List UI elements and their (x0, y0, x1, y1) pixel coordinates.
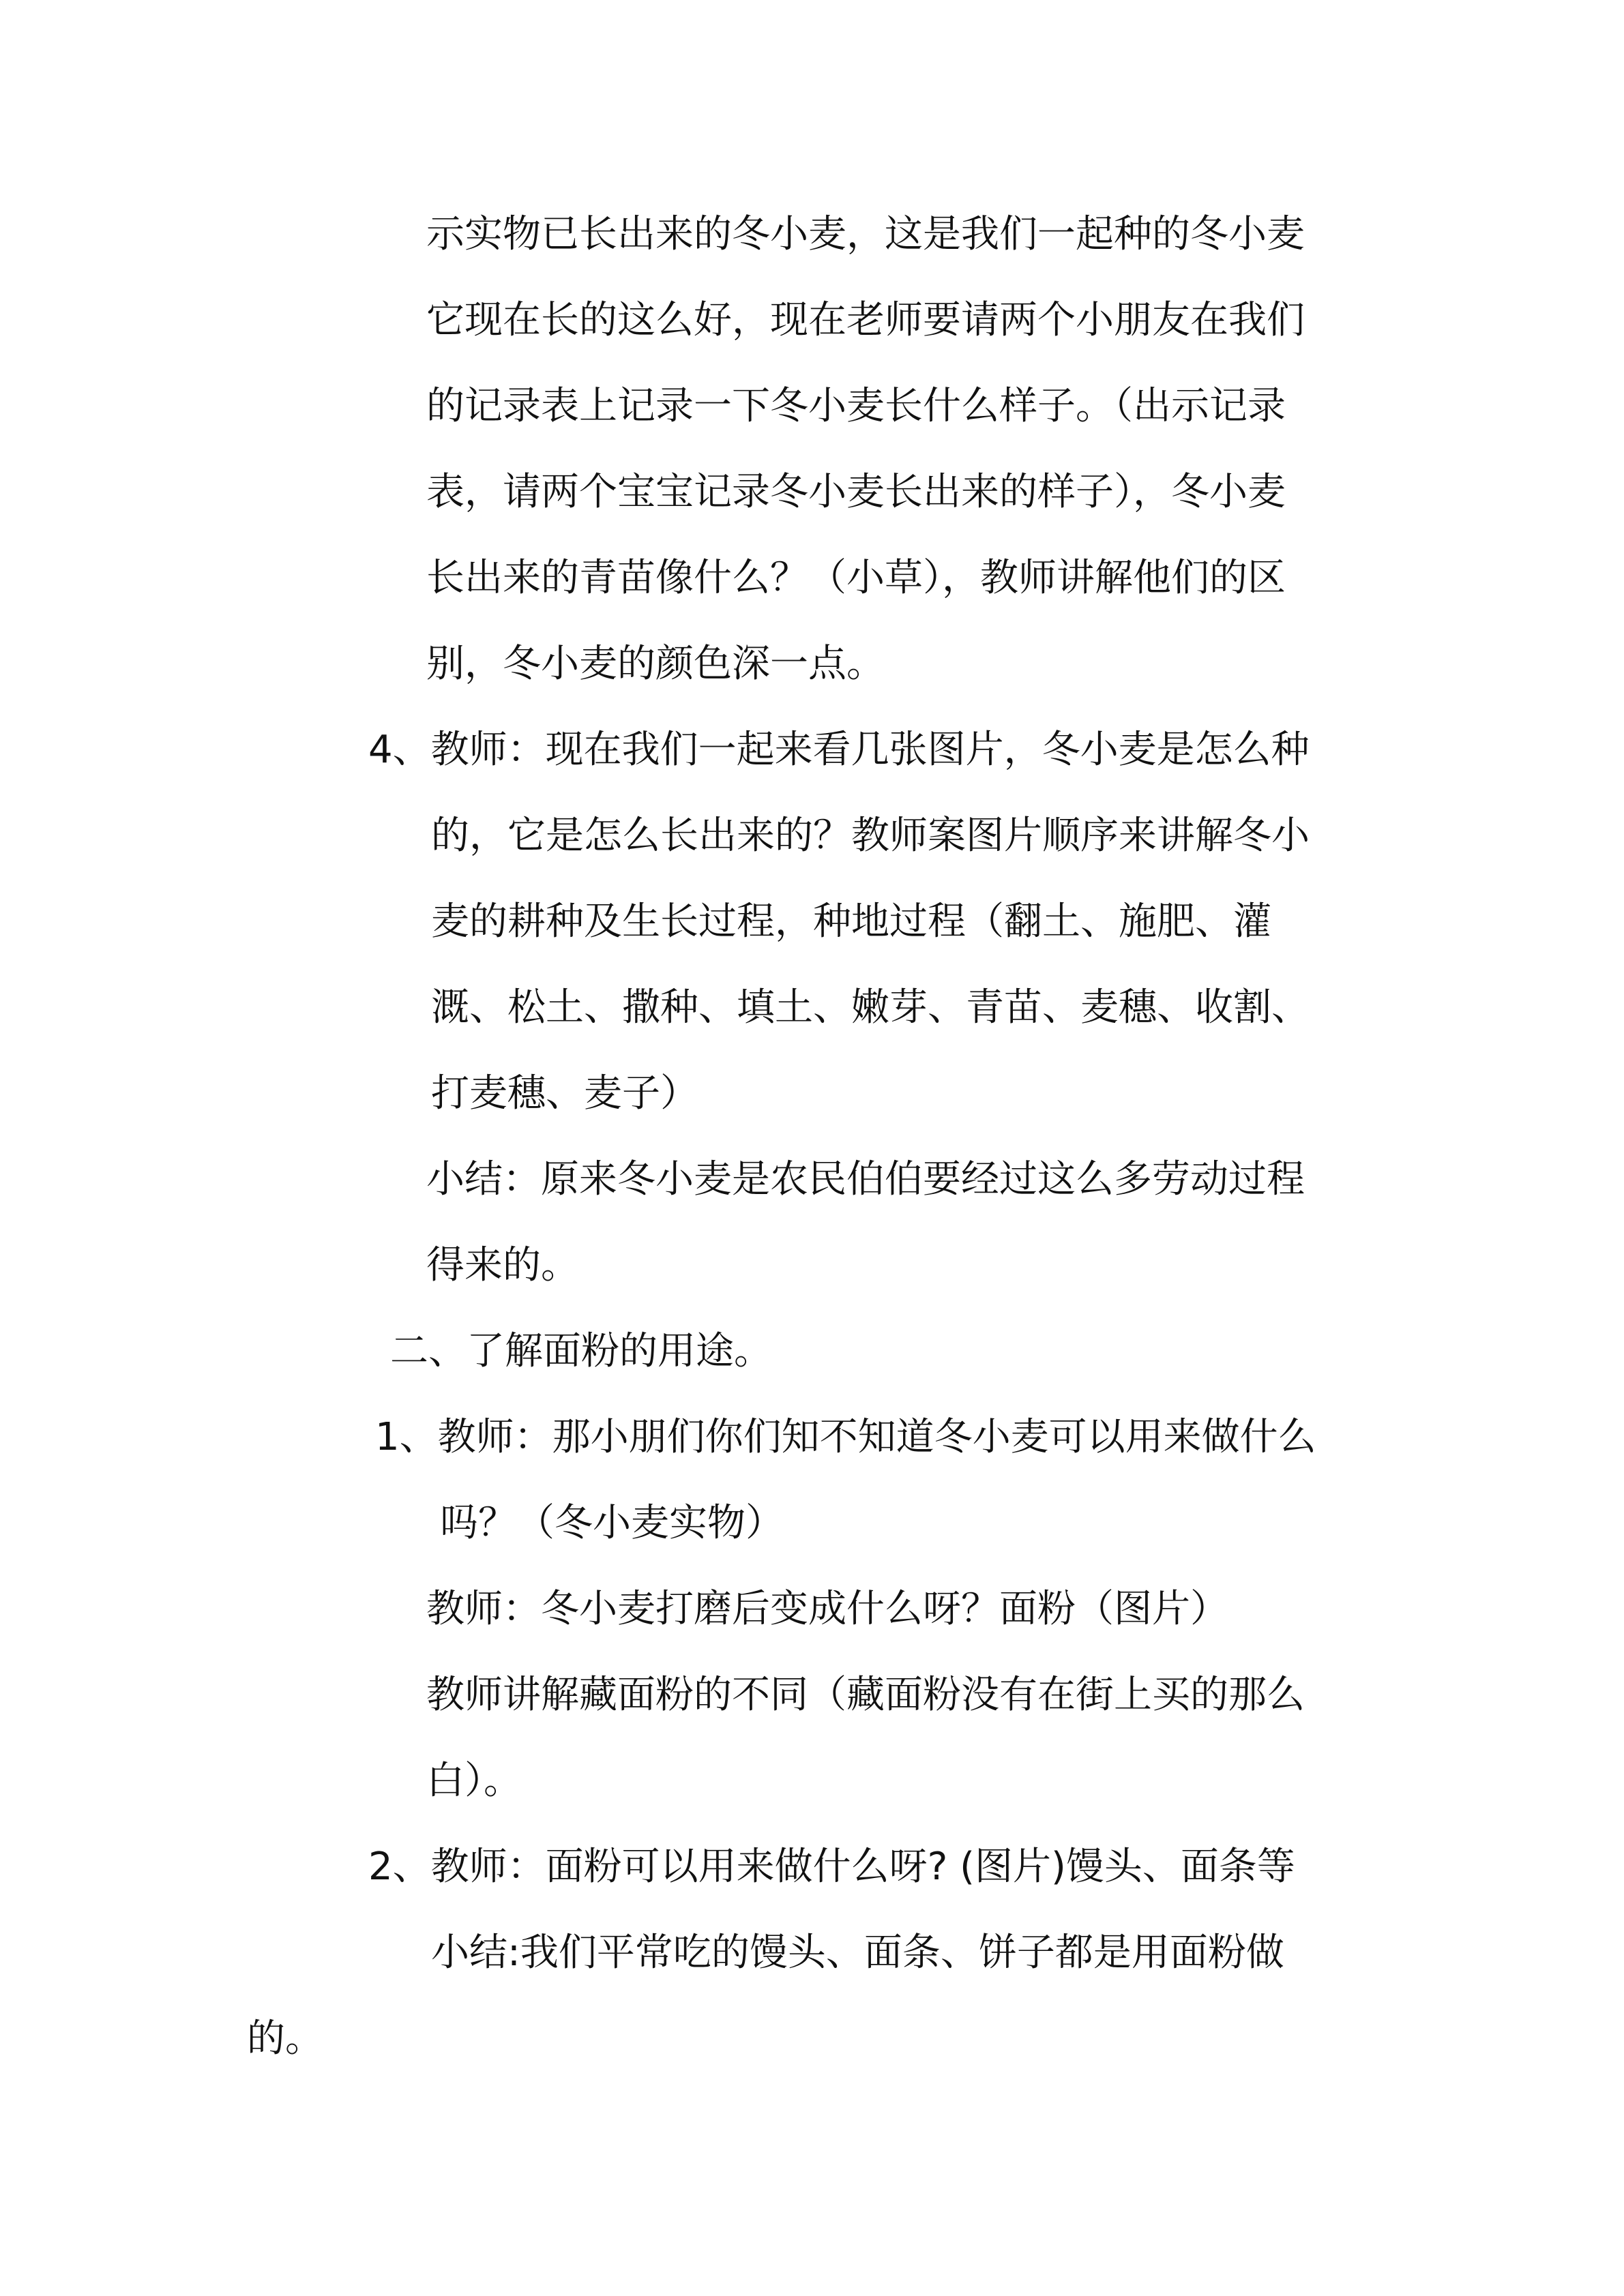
text-line: 的，它是怎么长出来的？教师案图片顺序来讲解冬小 (431, 814, 1310, 858)
text-line: 教师：冬小麦打磨后变成什么呀？面粉（图片） (426, 1587, 1228, 1631)
numbered-item-1: 1、教师：那小朋们你们知不知道冬小麦可以用来做什么 (375, 1415, 1316, 1459)
text-line: 白）。 (426, 1759, 522, 1803)
text-line: 打麦穗、麦子） (431, 1071, 698, 1116)
text-line: 的。 (247, 2016, 323, 2061)
text-line: 溉、松土、撒种、填土、嫩芽、青苗、麦穗、收割、 (431, 985, 1310, 1030)
text-line: 长出来的青苗像什么？（小草），教师讲解他们的区 (426, 556, 1286, 600)
text-line: 表，请两个宝宝记录冬小麦长出来的样子），冬小麦 (426, 470, 1286, 514)
text-line: 它现在长的这么好，现在老师要请两个小朋友在我们 (426, 298, 1305, 342)
text-line: 示实物已长出来的冬小麦，这是我们一起种的冬小麦 (426, 212, 1305, 256)
section-heading: 二、了解面粉的用途。 (390, 1329, 772, 1373)
numbered-item-4: 4、教师：现在我们一起来看几张图片，冬小麦是怎么种 (368, 728, 1310, 772)
text-line: 别，冬小麦的颜色深一点。 (426, 642, 885, 686)
text-line: 麦的耕种及生长过程，种地过程（翻土、施肥、灌 (431, 899, 1271, 944)
text-line: 的记录表上记录一下冬小麦长什么样子。（出示记录 (426, 384, 1286, 428)
text-line: 吗？（冬小麦实物） (440, 1501, 784, 1545)
summary-line: 小结：原来冬小麦是农民伯伯要经过这么多劳动过程 (426, 1157, 1305, 1202)
summary-line: 小结:我们平常吃的馒头、面条、饼子都是用面粉做 (431, 1930, 1284, 1975)
text-line: 得来的。 (426, 1243, 579, 1287)
text-line: 教师讲解藏面粉的不同（藏面粉没有在街上买的那么 (426, 1673, 1305, 1717)
numbered-item-2: 2、教师：面粉可以用来做什么呀? (图片)馒头、面条等 (368, 1845, 1295, 1889)
